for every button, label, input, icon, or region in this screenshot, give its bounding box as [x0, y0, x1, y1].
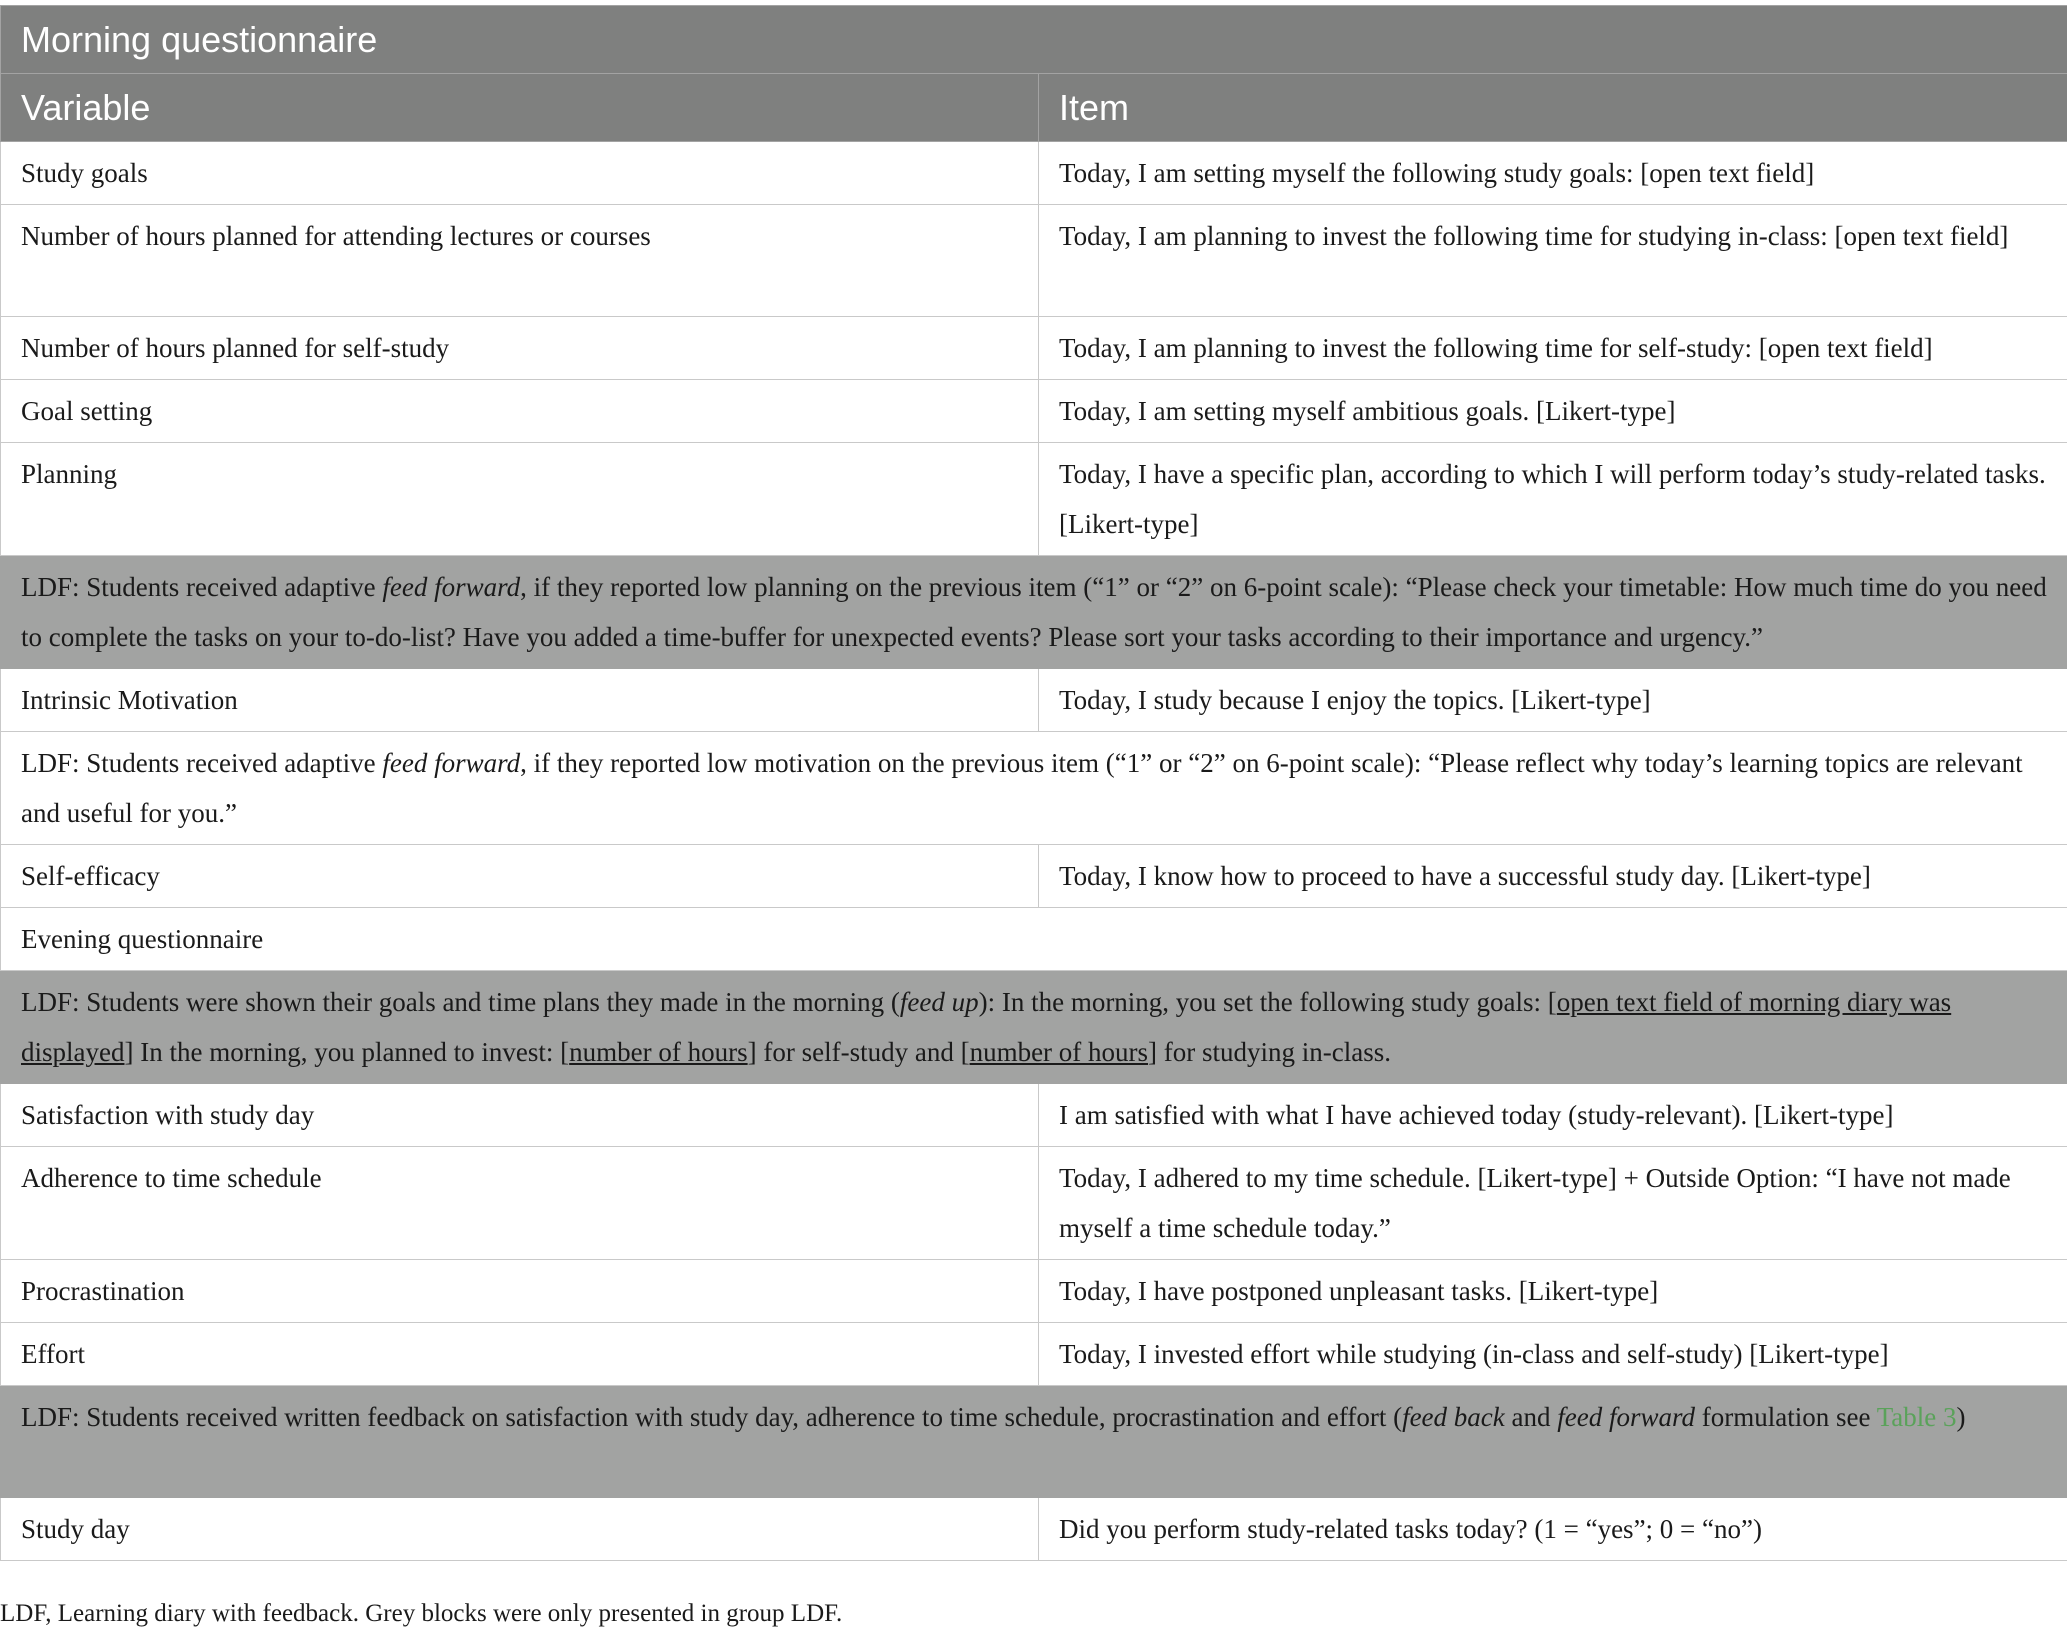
ldf-text [1, 1386, 2067, 1498]
ldf-text-part: , if they reported low planning on the previous item (“1” or “2” on 6-point scale): “Please check your timetable: How much time do you need to complete the tasks on your to-do-list? Have you added a time-buffer for unexpected events? Please sort your tasks according to their importance and urgency.” [21, 572, 2047, 652]
variable-cell: Adherence to time schedule [1, 1147, 1039, 1260]
variable-cell: Self-efficacy [1, 845, 1039, 908]
table-row [1, 1147, 2067, 1260]
ldf-underlined: number of hours [569, 1037, 748, 1067]
ldf-emphasis: feed back [1402, 1402, 1505, 1432]
ldf-text-part: formulation see [1694, 1402, 1877, 1432]
item-cell: Today, I study because I enjoy the topics. [Likert-type] [1039, 669, 2067, 732]
column-header-variable: Variable [1, 74, 1039, 142]
ldf-emphasis: feed forward [382, 748, 521, 778]
item-cell: Did you perform study-related tasks today? (1 = “yes”; 0 = “no”) [1039, 1498, 2067, 1561]
table-row [1, 443, 2067, 556]
ldf-text [1, 971, 2067, 1084]
questionnaire-table [0, 5, 2067, 1561]
table-row [1, 1323, 2067, 1386]
table-row [1, 1260, 2067, 1323]
variable-cell: Number of hours planned for attending lectures or courses [1, 205, 1039, 317]
ldf-text-part: LDF: Students received adaptive [21, 748, 383, 778]
variable-cell: Goal setting [1, 380, 1039, 443]
variable-cell: Effort [1, 1323, 1039, 1386]
table-row [1, 205, 2067, 317]
ldf-text-part: ): In the morning, you set the following study goals: [ [978, 987, 1557, 1017]
ldf-text-part: ] for self-study and [ [747, 1037, 970, 1067]
ldf-block-planning [1, 556, 2067, 669]
variable-cell: Study day [1, 1498, 1039, 1561]
ldf-block-evening [1, 971, 2067, 1084]
ldf-text-part: LDF: Students were shown their goals and time plans they made in the morning ( [21, 987, 900, 1017]
ldf-emphasis: feed up [899, 987, 979, 1017]
variable-cell: Number of hours planned for self-study [1, 317, 1039, 380]
ldf-emphasis: feed forward [1557, 1402, 1695, 1432]
evening-section-label: Evening questionnaire [1, 908, 2067, 971]
ldf-underlined: number of hours [969, 1037, 1149, 1067]
ldf-text-part: and [1504, 1402, 1558, 1432]
item-cell: Today, I am setting myself ambitious goals. [Likert-type] [1039, 380, 2067, 443]
ldf-block-feedback [1, 1386, 2067, 1498]
item-cell: I am satisfied with what I have achieved today (study-relevant). [Likert-type] [1039, 1084, 2067, 1147]
table-footnote: LDF, Learning diary with feedback. Grey blocks were only presented in group LDF. [0, 1600, 843, 1627]
ldf-emphasis: feed forward [382, 572, 521, 602]
item-cell: Today, I am planning to invest the following time for studying in-class: [open text field] [1039, 205, 2067, 317]
table-row [1, 317, 2067, 380]
ldf-block-motivation [1, 732, 2067, 845]
variable-cell: Satisfaction with study day [1, 1084, 1039, 1147]
item-cell: Today, I am setting myself the following study goals: [open text field] [1039, 142, 2067, 205]
table-row [1, 142, 2067, 205]
ldf-underlined: open text field of morning diary was displayed [21, 987, 1952, 1067]
item-cell: Today, I adhered to my time schedule. [Likert-type] + Outside Option: “I have not made myself a time schedule today.” [1039, 1147, 2067, 1260]
ldf-text [1, 732, 2067, 845]
ldf-text-part: LDF: Students received written feedback on satisfaction with study day, adherence to time schedule, procrastination and effort ( [21, 1402, 1403, 1432]
ldf-text-part: ] for studying in-class. [1148, 1037, 1391, 1067]
table-row [1, 845, 2067, 908]
table-row [1, 380, 2067, 443]
variable-cell: Intrinsic Motivation [1, 669, 1039, 732]
table-3-link[interactable]: Table 3 [1876, 1402, 1957, 1432]
table-row [1, 1498, 2067, 1561]
variable-cell: Procrastination [1, 1260, 1039, 1323]
variable-cell: Planning [1, 443, 1039, 556]
ldf-text [1, 556, 2067, 669]
table-row [1, 669, 2067, 732]
ldf-text-part: ) [1956, 1402, 1966, 1432]
ldf-text-part: ] In the morning, you planned to invest: [ [124, 1037, 570, 1067]
ldf-text-part: , if they reported low motivation on the previous item (“1” or “2” on 6-point scale): “Please reflect why today’s learning topics are relevant and useful for you.” [21, 748, 2023, 828]
item-cell: Today, I have postponed unpleasant tasks. [Likert-type] [1039, 1260, 2067, 1323]
table-row [1, 1084, 2067, 1147]
ldf-text-part: LDF: Students received adaptive [21, 572, 383, 602]
item-cell: Today, I have a specific plan, according to which I will perform today’s study-related tasks. [Likert-type] [1039, 443, 2067, 556]
item-cell: Today, I know how to proceed to have a successful study day. [Likert-type] [1039, 845, 2067, 908]
table-title-row [1, 6, 2067, 74]
item-cell: Today, I invested effort while studying (in-class and self-study) [Likert-type] [1039, 1323, 2067, 1386]
column-header-row [1, 74, 2067, 142]
evening-section-row [1, 908, 2067, 971]
variable-cell: Study goals [1, 142, 1039, 205]
item-cell: Today, I am planning to invest the following time for self-study: [open text field] [1039, 317, 2067, 380]
table-title: Morning questionnaire [1, 6, 2067, 74]
column-header-item: Item [1039, 74, 2067, 142]
